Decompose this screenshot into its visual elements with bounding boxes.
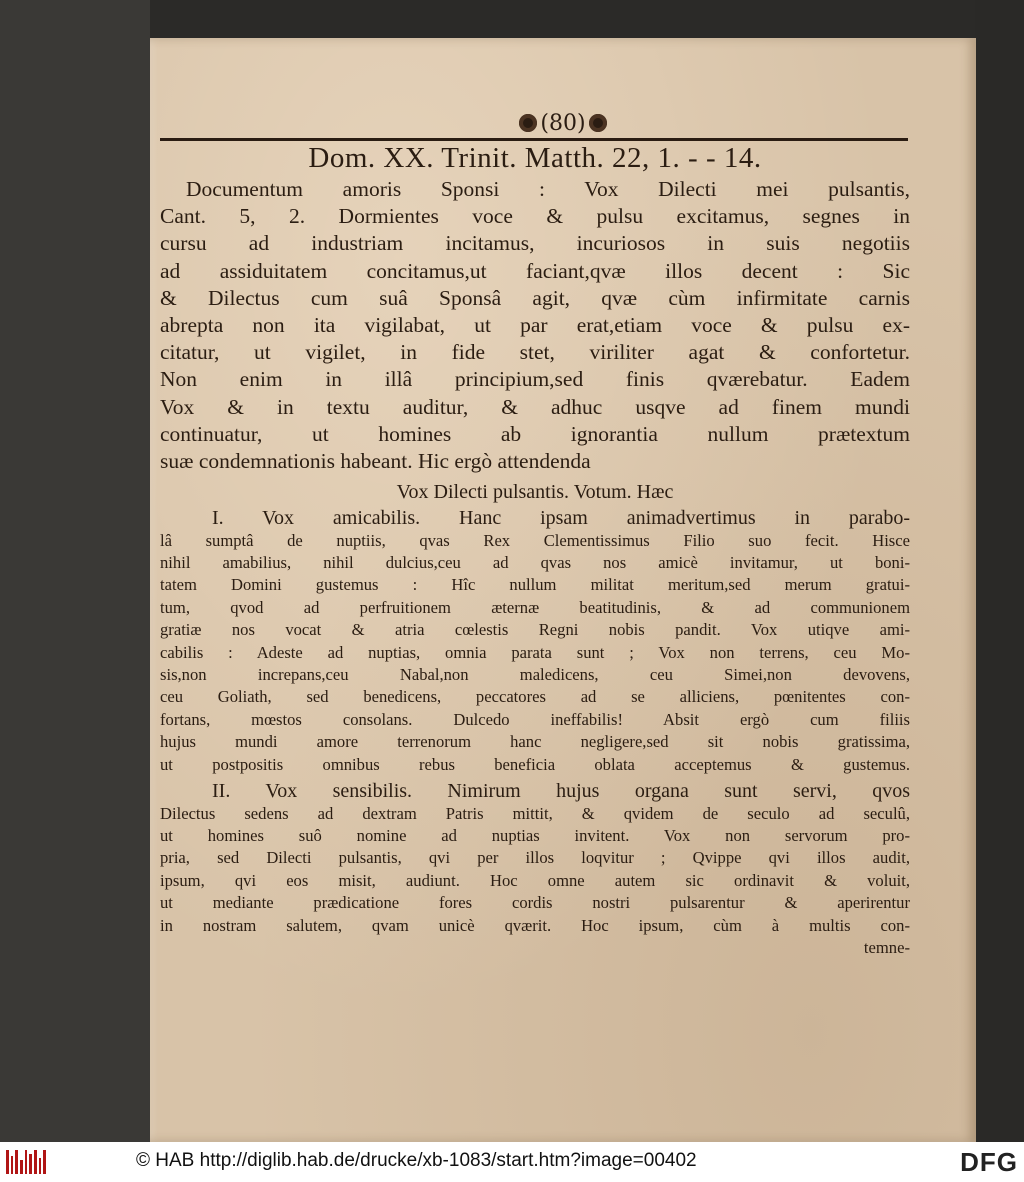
section-one <box>160 507 910 776</box>
intro-line: Cant. 5, 2. Dormientes voce & pulsu excitamus, segnes in <box>160 204 910 229</box>
intro-line: cursu ad industriam incitamus, incuriosos in suis negotiis <box>160 231 910 256</box>
intro-line: suæ condemnationis habeant. Hic ergò attendenda <box>160 449 591 474</box>
section-line: fortans, mœstos consolans. Dulcedo ineffabilis! Absit ergò cum filiis <box>160 709 910 729</box>
section-line: sis,non increpans,ceu Nabal,non maledicens, ceu Simei,non devovens, <box>160 665 910 685</box>
section-line: tatem Domini gustemus : Hîc nullum militat meritum,sed merum gratui- <box>160 575 910 595</box>
section-line: in nostram salutem, qvam unicè qværit. Hoc ipsum, cùm à multis con- <box>160 915 910 935</box>
page-text <box>160 140 910 959</box>
scan-background-left <box>0 0 150 1142</box>
page-number <box>150 111 976 136</box>
section-line: ipsum, qvi eos misit, audiunt. Hoc omne autem sic ordinavit & voluit, <box>160 870 910 890</box>
section-two <box>160 780 910 937</box>
section-line: tum, qvod ad perfruitionem æternæ beatitudinis, & ad communionem <box>160 597 910 617</box>
intro-line: ad assiduitatem concitamus,ut faciant,qvæ illos decent : Sic <box>160 258 910 283</box>
section-line: lâ sumptâ de nuptiis, qvas Rex Clementissimus Filio suo fecit. Hisce <box>160 530 910 550</box>
section-line: nihil amabilius, nihil dulcius,ceu ad qvas nos amicè invitamur, ut boni- <box>160 553 910 573</box>
intro-line: continuatur, ut homines ab ignorantia nullum prætextum <box>160 421 910 446</box>
intro-line: & Dilectus cum suâ Sponsâ agit, qvæ cùm infirmitate carnis <box>160 285 910 310</box>
copyright-link[interactable]: © HAB http://diglib.hab.de/drucke/xb-1083/start.htm?image=00402 <box>136 1150 697 1171</box>
section-line: ut postpositis omnibus rebus beneficia oblata acceptemus & gustemus. <box>160 754 910 774</box>
catchword: temne- <box>863 937 910 957</box>
votum-line: Vox Dilecti pulsantis. Votum. Hæc <box>396 481 674 504</box>
ornament-right-icon <box>589 114 607 132</box>
section-line: ut homines suô nomine ad nuptias invitent. Vox non servorum pro- <box>160 825 910 845</box>
page-number-text: (80) <box>540 111 586 136</box>
page-heading: Dom. XX. Trinit. Matth. 22, 1. - - 14. <box>308 142 762 174</box>
scan-background-right <box>975 0 1024 1142</box>
section-line: hujus mundi amore terrenorum hanc negligere,sed sit nobis gratissima, <box>160 732 910 752</box>
intro-line: abrepta non ita vigilabat, ut par erat,etiam voce & pulsu ex- <box>160 313 910 338</box>
section-line: pria, sed Dilecti pulsantis, qvi per illos loqvitur ; Qvippe qvi illos audit, <box>160 848 910 868</box>
section-line: II. Vox sensibilis. Nimirum hujus organa sunt servi, qvos <box>212 780 910 803</box>
section-line: ut mediante prædicatione fores cordis nostri pulsarentur & aperirentur <box>160 893 910 913</box>
section-line: gratiæ nos vocat & atria cœlestis Regni nobis pandit. Vox utiqve ami- <box>160 620 910 640</box>
hab-logo-icon <box>6 1150 46 1174</box>
intro-line: Non enim in illâ principium,sed finis qværebatur. Eadem <box>160 367 910 392</box>
section-line: ceu Goliath, sed benedicens, peccatores ad se alliciens, pœnitentes con- <box>160 687 910 707</box>
viewer-footer <box>0 1142 1024 1182</box>
intro-line: Documentum amoris Sponsi : Vox Dilecti mei pulsantis, <box>186 177 910 201</box>
section-line: cabilis : Adeste ad nuptias, omnia parata sunt ; Vox non terrens, ceu Mo- <box>160 642 910 662</box>
section-line: I. Vox amicabilis. Hanc ipsam animadvertimus in parabo- <box>212 507 910 530</box>
intro-paragraph <box>160 176 910 475</box>
section-line: Dilectus sedens ad dextram Patris mittit, & qvidem de seculo ad seculû, <box>160 803 910 823</box>
intro-line: Vox & in textu auditur, & adhuc usqve ad finem mundi <box>160 394 910 419</box>
ornament-left-icon <box>519 114 537 132</box>
dfg-logo: DFG <box>960 1147 1018 1177</box>
intro-line: citatur, ut vigilet, in fide stet, viriliter agat & confortetur. <box>160 340 910 365</box>
